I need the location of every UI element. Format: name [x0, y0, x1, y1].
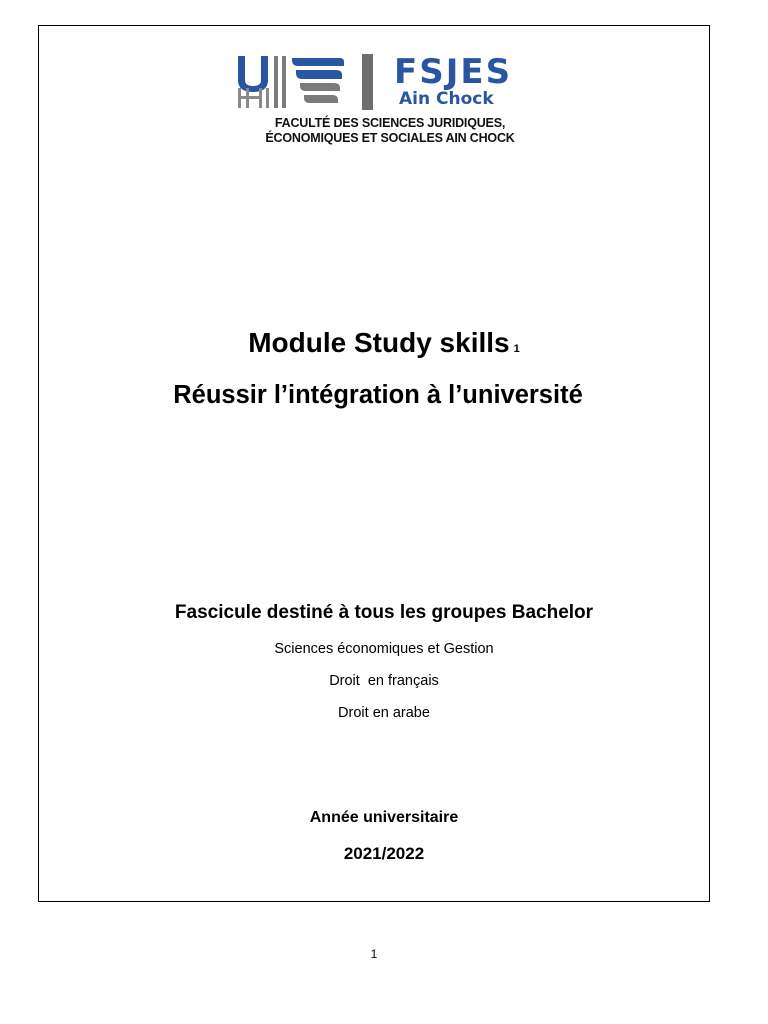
faculty-name-line-2: ÉCONOMIQUES ET SOCIALES AIN CHOCK [265, 131, 515, 145]
logo-acronym: FSJES [394, 52, 513, 92]
program-item: Droit en français [329, 673, 439, 689]
academic-year-value: 2021/2022 [343, 844, 425, 863]
module-title-text: Module Study skills [248, 327, 510, 358]
page-border [38, 25, 710, 902]
module-subtitle: Réussir l’intégration à l’université [173, 381, 583, 409]
program-item: Sciences économiques et Gestion [274, 641, 494, 657]
module-title [0, 326, 768, 366]
academic-year-label: Année universitaire [309, 809, 459, 826]
page-number: 1 [370, 947, 378, 961]
audience-heading: Fascicule destiné à tous les groupes Bachelor [174, 602, 594, 623]
program-item: Droit en arabe [338, 705, 430, 721]
fsjes-logo [236, 52, 556, 114]
logo-campus: Ain Chock [399, 89, 494, 109]
faculty-name-line-1: FACULTÉ DES SCIENCES JURIDIQUES, [274, 116, 506, 130]
module-title-suffix: 1 [513, 343, 520, 355]
